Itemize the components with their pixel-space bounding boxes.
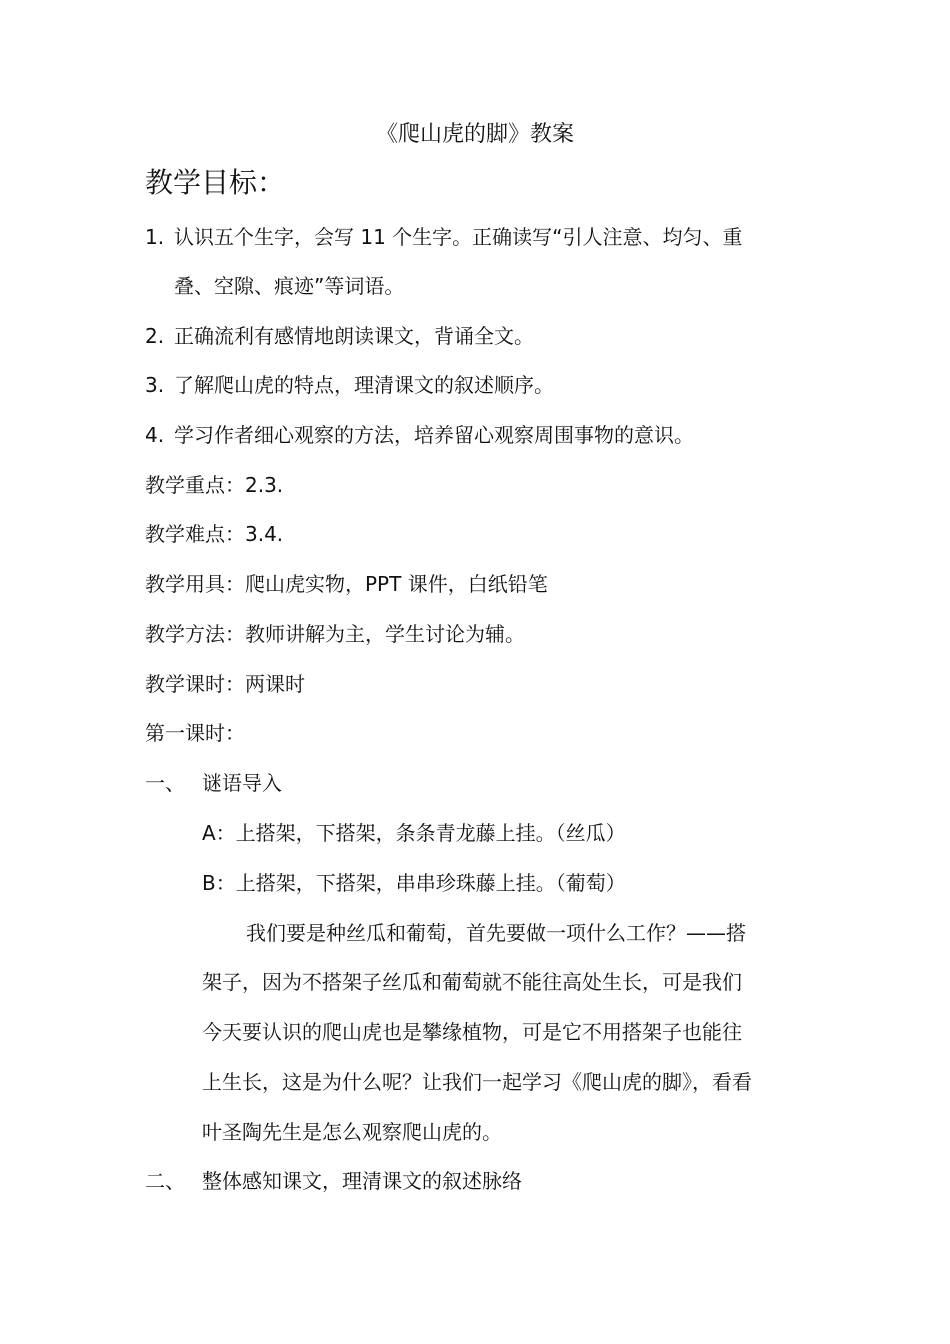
objective-text: 学习作者细心观察的方法，培养留心观察周围事物的意识。 — [174, 423, 694, 447]
paragraph-line-4: 上生长，这是为什么呢？让我们一起学习《爬山虎的脚》，看看 — [202, 1070, 752, 1094]
teaching-tools: 教学用具：爬山虎实物，PPT 课件，白纸铅笔 — [145, 572, 548, 596]
objective-text: 认识五个生字，会写 11 个生字。正确读写“引人注意、均匀、重 — [174, 225, 743, 249]
riddle-a: A：上搭架，下搭架，条条青龙藤上挂。（丝瓜） — [202, 821, 626, 845]
objective-item-1-continuation: 叠、空隙、痕迹”等词语。 — [174, 274, 405, 298]
section-one-title: 谜语导入 — [202, 771, 282, 795]
difficult-points: 教学难点：3.4. — [145, 522, 284, 546]
document-title: 《爬山虎的脚》教案 — [375, 122, 574, 147]
riddle-b: B：上搭架，下搭架，串串珍珠藤上挂。（葡萄） — [202, 871, 626, 895]
objectives-heading: 教学目标： — [145, 166, 286, 199]
section-two-heading — [145, 1167, 522, 1195]
section-two-title: 整体感知课文，理清课文的叙述脉络 — [202, 1169, 522, 1193]
objective-number: 1. — [145, 225, 165, 249]
objective-item-3 — [145, 371, 554, 399]
objective-number: 3. — [145, 373, 165, 397]
first-lesson-heading: 第一课时： — [145, 721, 245, 745]
paragraph-line-2: 架子，因为不搭架子丝瓜和葡萄就不能往高处生长，可是我们 — [202, 970, 742, 994]
section-two-label: 二、 — [145, 1169, 185, 1193]
teaching-method: 教学方法：教师讲解为主，学生讨论为辅。 — [145, 622, 525, 646]
objective-text: 了解爬山虎的特点，理清课文的叙述顺序。 — [174, 373, 554, 397]
objective-item-4 — [145, 421, 694, 449]
section-one-label: 一、 — [145, 771, 185, 795]
paragraph-line-5: 叶圣陶先生是怎么观察爬山虎的。 — [202, 1120, 502, 1144]
class-hours: 教学课时：两课时 — [145, 672, 305, 696]
paragraph-line-3: 今天要认识的爬山虎也是攀缘植物，可是它不用搭架子也能往 — [202, 1020, 742, 1044]
objective-item-2 — [145, 322, 534, 350]
section-one-heading — [145, 769, 282, 797]
key-points: 教学重点：2.3. — [145, 473, 284, 497]
objective-number: 2. — [145, 324, 165, 348]
objective-number: 4. — [145, 423, 165, 447]
objective-text: 正确流利有感情地朗读课文，背诵全文。 — [174, 324, 534, 348]
objective-item-1 — [145, 223, 743, 251]
paragraph-line-1: 我们要是种丝瓜和葡萄，首先要做一项什么工作？——搭 — [246, 921, 746, 945]
